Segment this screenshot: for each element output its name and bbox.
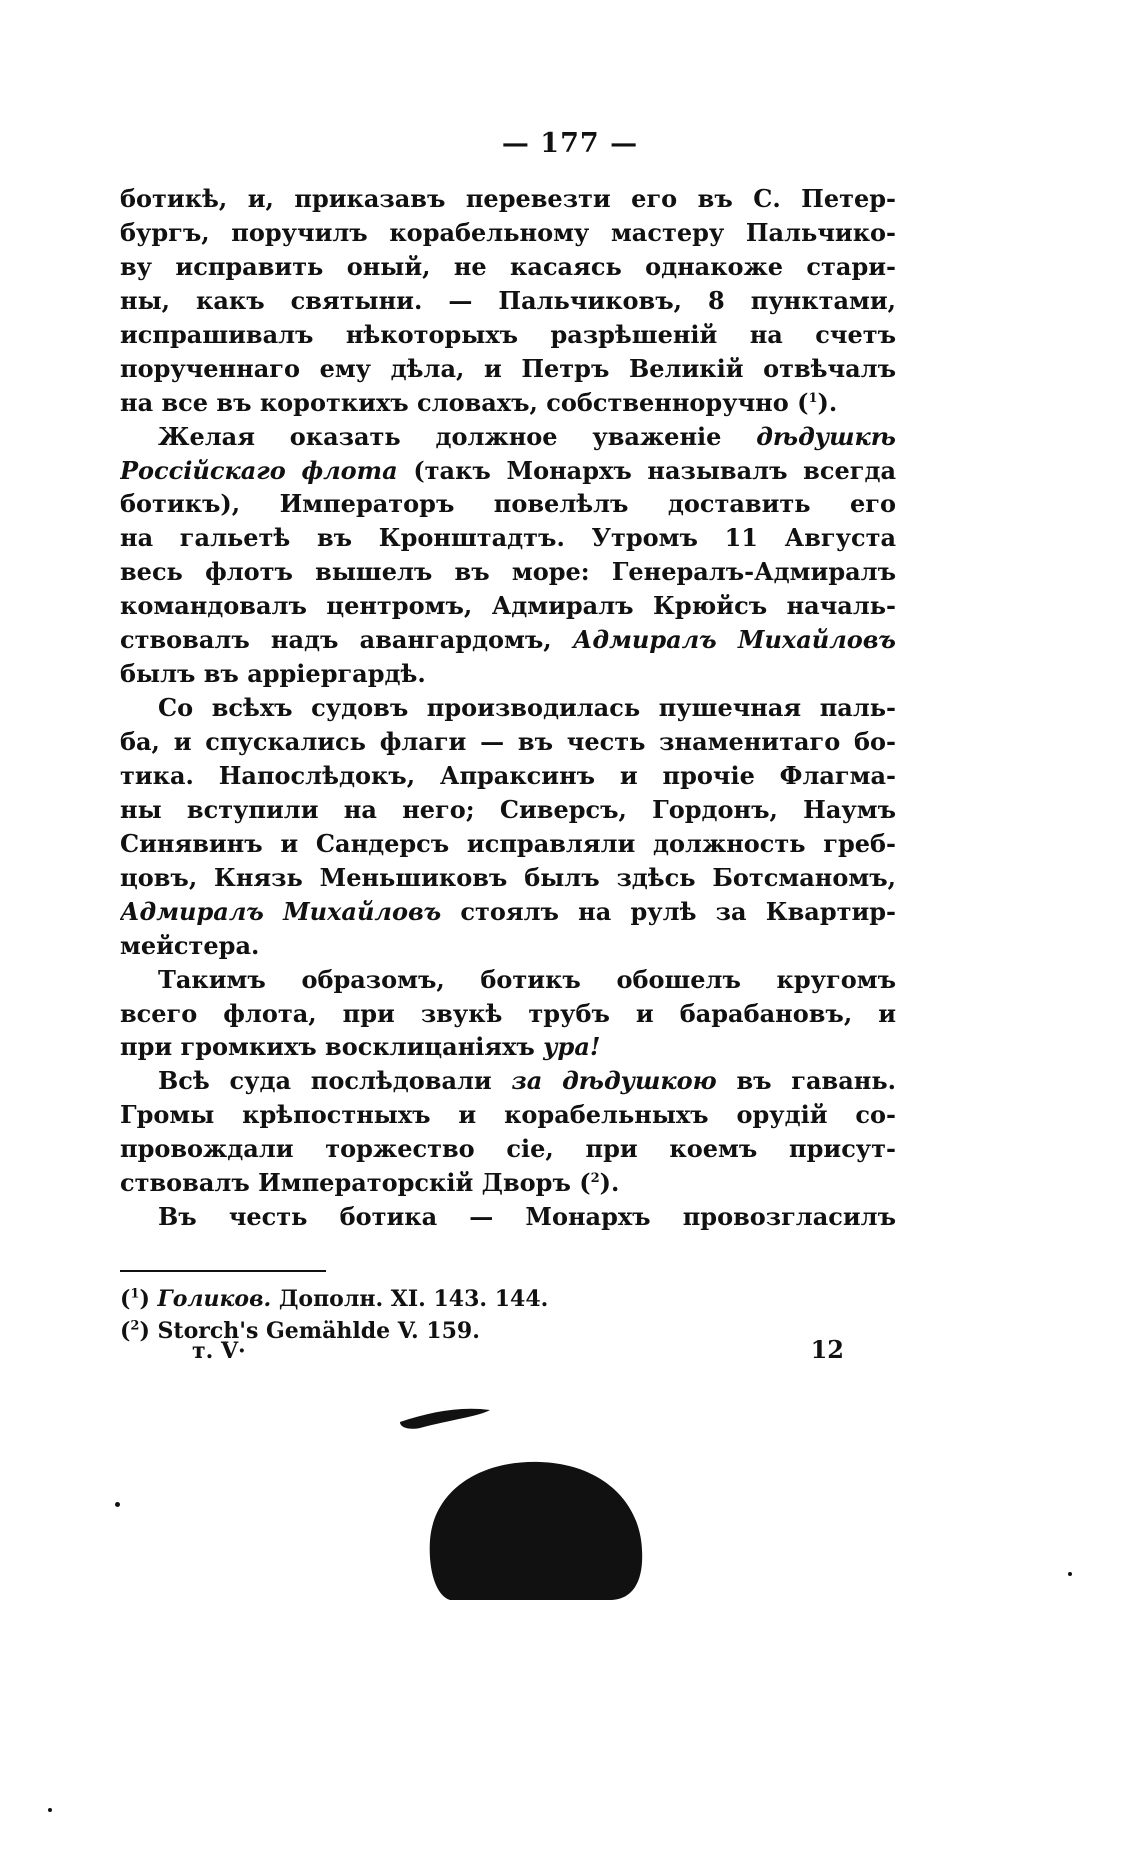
ink-blot-artifact	[390, 1400, 690, 1600]
text-run: (такъ Монархъ называлъ всегда	[397, 455, 896, 485]
footnote-divider	[120, 1270, 326, 1272]
text-run: ствовалъ надъ авангардомъ,	[120, 625, 573, 655]
text-line	[120, 1166, 896, 1200]
text-run: (	[120, 1318, 131, 1344]
text-run: бургъ, поручилъ корабельному мастеру Пальчико-	[120, 217, 896, 247]
text-run: Такимъ образомъ, ботикъ обошелъ кругомъ	[158, 964, 896, 994]
text-line	[120, 1064, 896, 1098]
text-run: стоялъ на рулѣ за Квартир-	[441, 896, 896, 926]
paragraph	[120, 420, 896, 692]
footnote-marker: 1	[130, 1286, 140, 1302]
text-line	[120, 182, 896, 216]
text-run: ву исправить оный, не касаясь однакоже стари-	[120, 251, 896, 281]
text-run: всего флота, при звукѣ трубъ и барабановъ, и	[120, 998, 896, 1028]
text-line	[120, 793, 896, 827]
text-run: Желая оказать должное уваженіе	[158, 421, 757, 451]
signature-volume: т. V·	[192, 1338, 246, 1364]
text-run: Дополн. XI. 143. 144.	[271, 1286, 549, 1312]
italic-run: Россійскаго флота	[120, 455, 398, 485]
signature-sheet-number: 12	[810, 1335, 844, 1364]
text-line	[120, 1200, 896, 1234]
italic-run: ура!	[543, 1032, 601, 1062]
text-line	[120, 827, 896, 861]
paragraph	[120, 691, 896, 963]
text-run: Всѣ суда послѣдовали	[158, 1066, 512, 1096]
text-run: ) Storch's Gemählde V. 159.	[139, 1318, 480, 1344]
text-run: ствовалъ Императорскій Дворъ (	[120, 1168, 591, 1198]
text-run: Громы крѣпостныхъ и корабельныхъ орудій со-	[120, 1100, 896, 1130]
text-run: )	[139, 1286, 158, 1312]
text-line	[120, 691, 896, 725]
text-line	[120, 589, 896, 623]
ink-speck	[1068, 1572, 1072, 1576]
text-line	[120, 521, 896, 555]
italic-run: дѣдушкѣ	[756, 421, 896, 451]
text-run: испрашивалъ нѣкоторыхъ разрѣшеній на счетъ	[120, 319, 896, 349]
text-run: на все въ короткихъ словахъ, собственноручно (	[120, 387, 809, 417]
text-run: мейстера.	[120, 930, 260, 960]
paragraph	[120, 963, 896, 1065]
text-line	[120, 555, 896, 589]
text-line	[120, 861, 896, 895]
text-body	[120, 182, 896, 1234]
text-line	[120, 623, 896, 657]
text-line	[120, 420, 896, 454]
text-line	[120, 895, 896, 929]
text-run: порученнаго ему дѣла, и Петръ Великій отвѣчалъ	[120, 353, 896, 383]
text-line	[120, 929, 896, 963]
text-line	[120, 216, 896, 250]
text-line	[120, 318, 896, 352]
text-run: ба, и спускались флаги — въ честь знаменитаго бо-	[120, 727, 896, 756]
text-run: командовалъ центромъ, Адмиралъ Крюйсъ началь-	[120, 591, 896, 621]
text-line	[120, 657, 896, 691]
footnote-marker: 1	[808, 390, 818, 406]
paragraph	[120, 1064, 896, 1200]
italic-run: Голиков.	[157, 1286, 272, 1312]
text-run: ботикъ), Императоръ повелѣлъ доставить его	[120, 489, 896, 519]
text-line	[120, 352, 896, 386]
text-run: провождали торжество сіе, при коемъ присут-	[120, 1134, 896, 1164]
text-run: на гальетѣ въ Кронштадтъ. Утромъ 11 Августа	[120, 523, 896, 553]
text-line	[120, 997, 896, 1031]
text-run: ны, какъ святыни. — Пальчиковъ, 8 пунктами,	[120, 285, 896, 315]
text-run: Въ честь ботика — Монархъ провозгласилъ	[158, 1202, 896, 1232]
text-line	[120, 1132, 896, 1166]
text-line	[120, 963, 896, 997]
text-line	[120, 487, 896, 521]
text-line	[120, 386, 896, 420]
paragraph	[120, 1200, 896, 1234]
italic-run: Адмиралъ Михайловъ	[120, 896, 442, 926]
text-line	[120, 725, 896, 759]
page-number: — 177 —	[501, 128, 639, 159]
text-line	[120, 284, 896, 318]
text-line	[120, 1098, 896, 1132]
footnote-item	[120, 1283, 780, 1315]
footnote-marker: 2	[130, 1318, 140, 1334]
text-run: Синявинъ и Сандерсъ исправляли должность греб-	[120, 828, 896, 858]
text-run: весь флотъ вышелъ въ море: Генералъ-Адмиралъ	[120, 557, 896, 587]
text-line	[120, 1030, 896, 1064]
text-run: цовъ, Князь Меньшиковъ былъ здѣсь Ботсманомъ,	[120, 862, 896, 892]
text-line	[120, 250, 896, 284]
text-run: при громкихъ восклицаніяхъ	[120, 1032, 544, 1062]
text-run: тика. Напослѣдокъ, Апраксинъ и прочіе Флагма-	[120, 760, 896, 790]
text-run: ).	[599, 1168, 620, 1198]
ink-speck	[115, 1502, 120, 1507]
text-run: Со всѣхъ судовъ производилась пушечная паль-	[158, 693, 896, 723]
text-run: (	[120, 1286, 131, 1312]
text-run: въ гавань.	[716, 1066, 896, 1096]
text-run: былъ въ арріергардѣ.	[120, 659, 426, 689]
text-run: ).	[817, 387, 838, 417]
footnote-marker: 2	[590, 1171, 600, 1187]
printer-signature	[120, 1335, 896, 1367]
paragraph	[120, 182, 896, 420]
text-line	[120, 454, 896, 488]
ink-speck	[48, 1808, 52, 1812]
italic-run: Адмиралъ Михайловъ	[572, 625, 896, 655]
italic-run: за дѣдушкою	[511, 1066, 717, 1096]
text-line	[120, 759, 896, 793]
text-run: ботикѣ, и, приказавъ перевезти его въ С. Петер-	[120, 184, 896, 213]
text-run: ны вступили на него; Сиверсъ, Гордонъ, Наумъ	[120, 794, 896, 824]
